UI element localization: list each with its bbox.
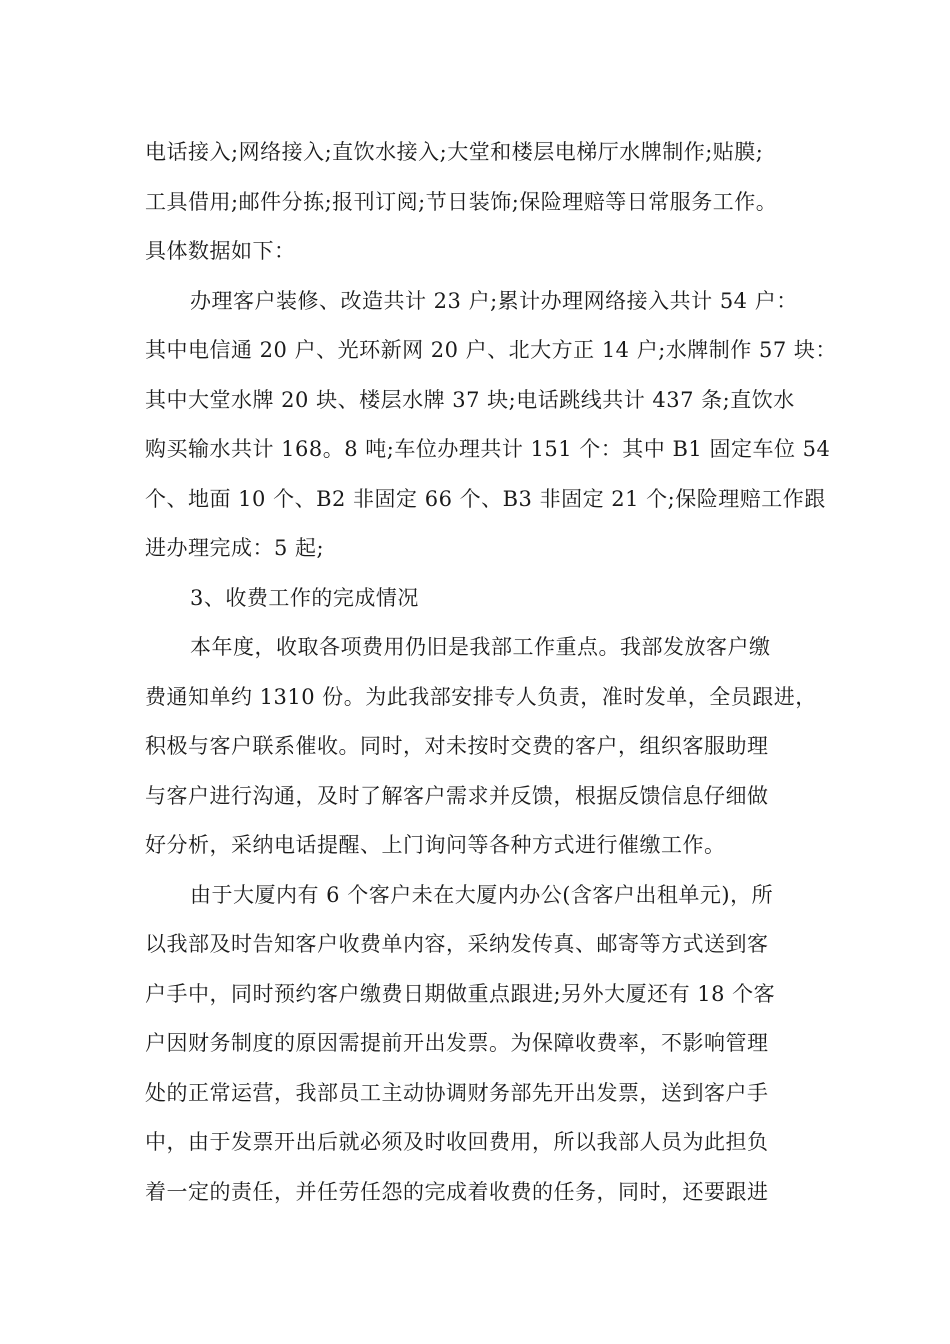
text-line: 户因财务制度的原因需提前开出发票。为保障收费率，不影响管理 xyxy=(145,1031,769,1055)
text-line: 处的正常运营，我部员工主动协调财务部先开出发票，送到客户手 xyxy=(145,1080,769,1105)
text-line: 以我部及时告知客户收费单内容，采纳发传真、邮寄等方式送到客 xyxy=(145,932,769,956)
text-line: 户手中，同时预约客户缴费日期做重点跟进;另外大厦还有 18 个客 xyxy=(145,981,776,1006)
text-line: 着一定的责任，并任劳任怨的完成着收费的任务，同时，还要跟进 xyxy=(145,1179,769,1204)
text-line: 具体数据如下： xyxy=(145,239,296,263)
text-line: 个、地面 10 个、B2 非固定 66 个、B3 非固定 21 个;保险理赔工作跟 xyxy=(145,486,826,511)
text-line: 费通知单约 1310 份。为此我部安排专人负责，准时发单，全员跟进， xyxy=(145,684,817,709)
paragraph-first-line: 由于大厦内有 6 个客户未在大厦内办公(含客户出租单元)，所 xyxy=(190,882,774,907)
text-line: 其中电信通 20 户、光环新网 20 户、北大方正 14 户;水牌制作 57 块： xyxy=(145,338,837,362)
text-line: 工具借用;邮件分拣;报刊订阅;节日装饰;保险理赔等日常服务工作。 xyxy=(145,189,778,214)
section-heading: 3、收费工作的完成情况 xyxy=(190,585,419,610)
paragraph-first-line: 办理客户装修、改造共计 23 户;累计办理网络接入共计 54 户： xyxy=(190,288,798,313)
text-line: 购买输水共计 168。8 吨;车位办理共计 151 个：其中 B1 固定车位 54 xyxy=(145,437,831,461)
text-line: 其中大堂水牌 20 块、楼层水牌 37 块;电话跳线共计 437 条;直饮水 xyxy=(145,387,795,412)
text-line: 与客户进行沟通，及时了解客户需求并反馈，根据反馈信息仔细做 xyxy=(145,783,769,808)
text-line: 进办理完成：5 起; xyxy=(145,536,325,560)
document-body xyxy=(145,128,837,1217)
text-line: 中，由于发票开出后就必须及时收回费用，所以我部人员为此担负 xyxy=(145,1130,769,1154)
text-line: 电话接入;网络接入;直饮水接入;大堂和楼层电梯厅水牌制作;贴膜; xyxy=(145,140,764,164)
paragraph-first-line: 本年度，收取各项费用仍旧是我部工作重点。我部发放客户缴 xyxy=(190,635,771,659)
text-line: 好分析，采纳电话提醒、上门询问等各种方式进行催缴工作。 xyxy=(145,833,726,857)
text-line: 积极与客户联系催收。同时，对未按时交费的客户，组织客服助理 xyxy=(145,734,769,758)
